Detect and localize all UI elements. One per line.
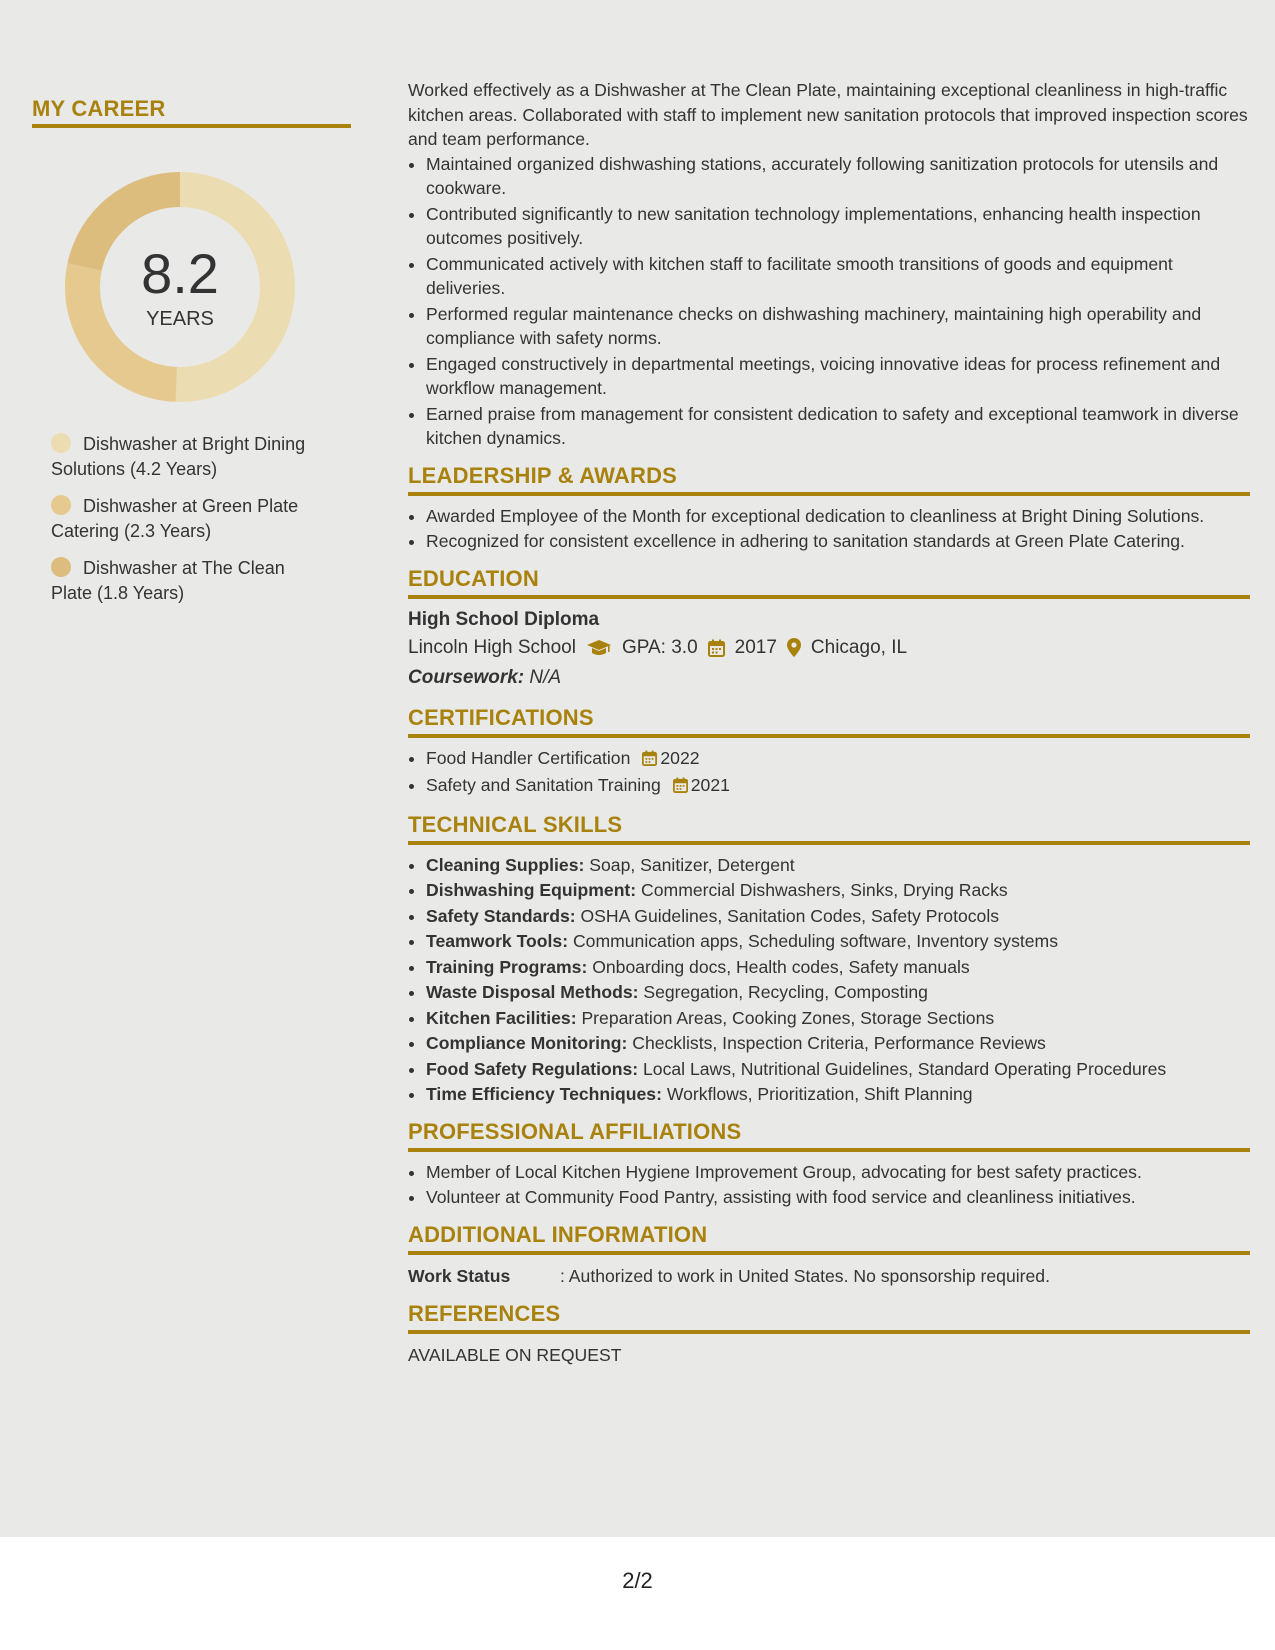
skill-item xyxy=(426,955,1250,980)
work-status-label: Work Status xyxy=(408,1265,511,1286)
legend-dot xyxy=(51,495,71,515)
skill-label: Dishwashing Equipment: xyxy=(426,880,637,900)
experience-bullets xyxy=(408,152,1250,451)
legend-dot xyxy=(51,433,71,453)
work-status-value: : Authorized to work in United States. No sponsorship required. xyxy=(560,1265,1050,1286)
coursework-value: N/A xyxy=(529,666,562,688)
certification-name: Food Handler Certification xyxy=(426,747,631,768)
education-gpa: GPA: 3.0 xyxy=(621,636,698,658)
skill-value: Onboarding docs, Health codes, Safety manuals xyxy=(587,956,970,977)
certification-item xyxy=(426,773,1250,800)
experience-bullet: • Performed regular maintenance checks on dishwashing machinery, maintaining high operability and compliance with safety norms. xyxy=(426,302,1250,351)
certification-year: 2022 xyxy=(660,747,700,768)
skill-label: Cleaning Supplies: xyxy=(426,854,585,875)
certification-item xyxy=(426,746,1250,773)
skills-title: TECHNICAL SKILLS xyxy=(408,812,1250,845)
skill-value: Soap, Sanitizer, Detergent xyxy=(584,854,795,875)
legend-item xyxy=(51,556,321,606)
skill-label: Kitchen Facilities: xyxy=(426,1007,577,1028)
skill-item xyxy=(426,980,1250,1005)
calendar-icon xyxy=(642,748,657,773)
education-degree: High School Diploma xyxy=(408,608,600,630)
experience-bullet: • Communicated actively with kitchen staff to facilitate smooth transitions of goods and equipment deliveries. xyxy=(426,252,1250,301)
career-title: MY CAREER xyxy=(32,96,351,128)
main-content xyxy=(408,78,1250,1368)
career-legend xyxy=(32,432,351,606)
skill-label: Compliance Monitoring: xyxy=(426,1033,628,1053)
certifications-list xyxy=(408,746,1250,800)
additional-title: ADDITIONAL INFORMATION xyxy=(408,1222,1250,1255)
skill-item xyxy=(426,1057,1250,1082)
education-coursework xyxy=(408,663,1250,693)
skill-item xyxy=(426,1082,1250,1107)
leadership-item: • Awarded Employee of the Month for exceptional dedication to cleanliness at Bright Dining Solutions. xyxy=(426,504,1250,529)
leadership-item: • Recognized for consistent excellence in adhering to sanitation standards at Green Plate Catering. xyxy=(426,529,1250,554)
calendar-icon xyxy=(708,639,725,657)
certification-year: 2021 xyxy=(690,775,730,795)
skill-label: Teamwork Tools: xyxy=(426,931,569,951)
skill-item xyxy=(426,878,1250,903)
career-total-years: 8.2 xyxy=(141,242,219,305)
education-location: Chicago, IL xyxy=(810,636,908,658)
graduation-cap-icon xyxy=(586,639,612,657)
skill-value: Workflows, Prioritization, Shift Planning xyxy=(661,1084,973,1104)
skill-item xyxy=(426,1006,1250,1031)
legend-label: Dishwasher at The Clean Plate (1.8 Years) xyxy=(51,558,285,603)
page-number: 2/2 xyxy=(622,1568,653,1593)
skill-label: Training Programs: xyxy=(426,956,588,977)
location-pin-icon xyxy=(787,638,801,657)
experience-bullet: • Engaged constructively in departmental meetings, voicing innovative ideas for process refinement and workflow management. xyxy=(426,352,1250,401)
skill-label: Food Safety Regulations: xyxy=(426,1058,639,1079)
skill-label: Time Efficiency Techniques: xyxy=(426,1084,662,1104)
career-donut-chart xyxy=(65,172,295,402)
education-year: 2017 xyxy=(734,636,777,658)
affiliation-item: • Member of Local Kitchen Hygiene Improvement Group, advocating for best safety practices. xyxy=(426,1160,1250,1185)
experience-bullet: • Earned praise from management for consistent dedication to safety and exceptional teamwork in diverse kitchen dynamics. xyxy=(426,402,1250,451)
education-title: EDUCATION xyxy=(408,566,1250,599)
skill-item xyxy=(426,929,1250,954)
career-sidebar xyxy=(32,96,351,618)
legend-dot xyxy=(51,557,71,577)
leadership-title: LEADERSHIP & AWARDS xyxy=(408,463,1250,496)
skill-value: Checklists, Inspection Criteria, Performance Reviews xyxy=(627,1033,1046,1053)
skill-value: Communication apps, Scheduling software, Inventory systems xyxy=(568,931,1058,951)
skill-value: Segregation, Recycling, Composting xyxy=(638,982,928,1002)
experience-summary: Worked effectively as a Dishwasher at The Clean Plate, maintaining exceptional cleanliness in high-traffic kitchen areas. Collaborated with staff to implement new sanitation protocols that improved inspection scores and team performance. xyxy=(408,80,1248,149)
skill-label: Safety Standards: xyxy=(426,905,576,926)
coursework-label: Coursework: xyxy=(408,666,525,688)
legend-label: Dishwasher at Green Plate Catering (2.3 Years) xyxy=(51,496,299,541)
calendar-icon xyxy=(673,775,688,800)
certification-name: Safety and Sanitation Training xyxy=(426,775,661,795)
legend-item xyxy=(51,432,321,482)
legend-label: Dishwasher at Bright Dining Solutions (4.2 Years) xyxy=(51,434,306,479)
experience-bullet: • Contributed significantly to new sanitation technology implementations, enhancing health inspection outcomes positively. xyxy=(426,202,1250,251)
skill-item xyxy=(426,1031,1250,1056)
skill-label: Waste Disposal Methods: xyxy=(426,982,639,1002)
education-details xyxy=(408,633,1250,663)
references-text: AVAILABLE ON REQUEST xyxy=(408,1344,622,1365)
skill-item xyxy=(426,853,1250,878)
affiliations-list xyxy=(408,1160,1250,1210)
skill-value: Preparation Areas, Cooking Zones, Storage Sections xyxy=(576,1007,995,1028)
skills-list xyxy=(408,853,1250,1107)
education-school: Lincoln High School xyxy=(408,636,576,658)
legend-item xyxy=(51,494,321,544)
skill-item xyxy=(426,904,1250,929)
affiliations-title: PROFESSIONAL AFFILIATIONS xyxy=(408,1119,1250,1152)
references-title: REFERENCES xyxy=(408,1301,1250,1334)
certifications-title: CERTIFICATIONS xyxy=(408,705,1250,738)
skill-value: OSHA Guidelines, Sanitation Codes, Safety Protocols xyxy=(575,905,1000,926)
work-status-row xyxy=(408,1263,1250,1289)
skill-value: Local Laws, Nutritional Guidelines, Standard Operating Procedures xyxy=(638,1058,1167,1079)
experience-bullet: • Maintained organized dishwashing stations, accurately following sanitization protocols for utensils and cookware. xyxy=(426,152,1250,201)
career-total-unit: YEARS xyxy=(146,308,214,330)
affiliation-item: • Volunteer at Community Food Pantry, assisting with food service and cleanliness initiatives. xyxy=(426,1185,1250,1210)
leadership-list xyxy=(408,504,1250,554)
skill-value: Commercial Dishwashers, Sinks, Drying Racks xyxy=(636,880,1008,900)
